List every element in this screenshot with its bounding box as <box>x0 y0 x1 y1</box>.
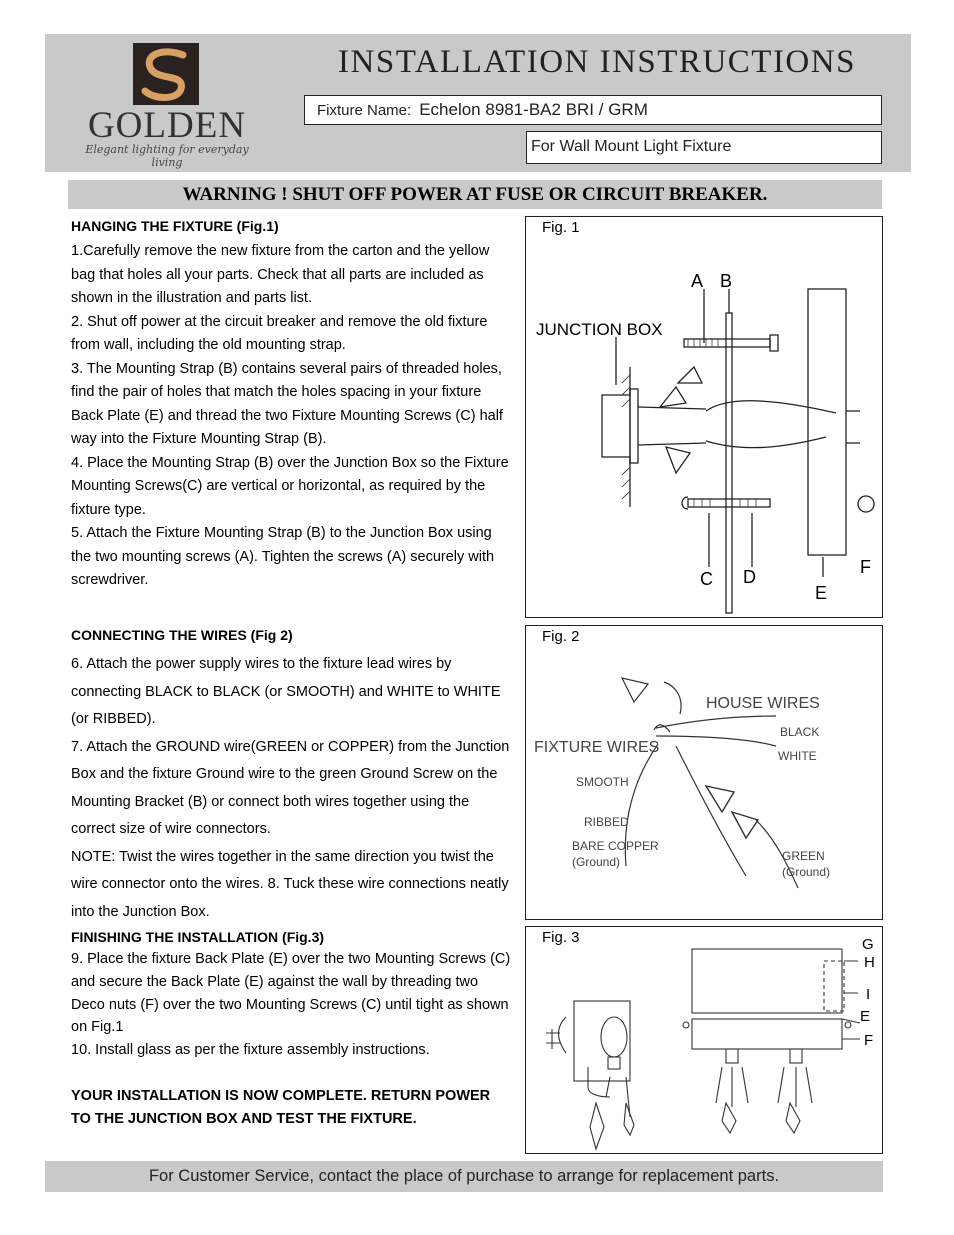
brand-name: GOLDEN <box>87 105 247 146</box>
page-title: INSTALLATION INSTRUCTIONS <box>338 44 856 80</box>
fig2-label-fixture-wires: FIXTURE WIRES <box>534 739 660 756</box>
figure-2-diagram <box>526 626 882 919</box>
completion-note: YOUR INSTALLATION IS NOW COMPLETE. RETURN POWER TO THE JUNCTION BOX AND TEST THE FIXTURE. <box>71 1087 491 1127</box>
fig1-label-a: A <box>691 271 704 291</box>
golden-logo-icon <box>133 43 199 105</box>
figure-3-label: Fig. 3 <box>542 929 580 946</box>
step-3: 3. The Mounting Strap (B) contains several pairs of threaded holes, find the pair of holes that match the holes spacing in your fixture Back Plate (E) and thread the two Fixture Mounting Screws (C) half way into the Fixture Mounting Strap (B). <box>71 360 503 447</box>
finishing-steps <box>71 948 511 1131</box>
section-heading-wires: CONNECTING THE WIRES (Fig 2) <box>71 627 293 643</box>
step-6: 6. Attach the power supply wires to the fixture lead wires by connecting BLACK to BLACK (or SMOOTH) and WHITE to WHITE (or RIBBED). <box>71 656 501 727</box>
figure-3-diagram <box>526 927 882 1153</box>
warning-banner: WARNING ! SHUT OFF POWER AT FUSE OR CIRCUIT BREAKER. <box>68 180 882 209</box>
fig1-label-f: F <box>860 557 871 577</box>
brand-tagline: Elegant lighting for everyday living <box>85 143 249 169</box>
fixture-name-value: Echelon 8981-BA2 BRI / GRM <box>419 100 648 119</box>
step-7: 7. Attach the GROUND wire(GREEN or COPPER) from the Junction Box and the fixture Ground wire to the green Ground Screw on the Mounting Bracket (B) or connect both wires together using the correct size of wire connectors. <box>71 738 510 837</box>
fixture-name-box <box>304 95 882 125</box>
footer-banner: For Customer Service, contact the place of purchase to arrange for replacement parts. <box>45 1161 883 1192</box>
hanging-steps <box>71 240 511 593</box>
figure-1-label: Fig. 1 <box>542 219 580 236</box>
note-step-8: NOTE: Twist the wires together in the same direction you twist the wire connector onto the wires. 8. Tuck these wire connections neatly into the Junction Box. <box>71 848 509 920</box>
step-1: 1.Carefully remove the new fixture from the carton and the yellow bag that holes all your parts. Check that all parts are included as shown in the illustration and parts list. <box>71 243 490 306</box>
mount-type-box: For Wall Mount Light Fixture <box>526 131 882 164</box>
fig1-label-b: B <box>720 271 733 291</box>
step-5: 5. Attach the Fixture Mounting Strap (B) to the Junction Box using the two mounting screws (A). Tighten the screws (A) securely with screwdriver. <box>71 525 495 588</box>
step-4: 4. Place the Mounting Strap (B) over the Junction Box so the Fixture Mounting Screws(C) are vertical or horizontal, as required by the fixture type. <box>71 454 509 518</box>
figure-1-diagram <box>526 217 882 617</box>
section-heading-finishing: FINISHING THE INSTALLATION (Fig.3) <box>71 929 325 945</box>
step-9: 9. Place the fixture Back Plate (E) over the two Mounting Screws (C) and secure the Back Plate (E) against the wall by threading two Deco nuts (F) over the two Mounting Screws (C) until tight as shown on Fig.1 <box>71 951 511 1036</box>
fig3-label-e: E <box>860 1008 871 1025</box>
fig3-label-h: H <box>864 954 875 971</box>
fig1-label-e: E <box>815 583 828 603</box>
step-10: 10. Install glass as per the fixture assembly instructions. <box>71 1042 430 1059</box>
fig2-label-black: BLACK <box>780 725 820 739</box>
fig2-label-house-wires: HOUSE WIRES <box>706 695 820 712</box>
fig1-label-junction-box: JUNCTION BOX <box>536 320 663 339</box>
fig2-label-green: GREEN <box>782 849 825 863</box>
fig2-label-ground-1: (Ground) <box>572 855 621 869</box>
wires-steps <box>71 651 511 926</box>
fig2-label-ribbed: RIBBED <box>584 815 629 829</box>
fig2-label-white: WHITE <box>778 749 817 763</box>
fig1-label-d: D <box>743 567 756 587</box>
fixture-name-label: Fixture Name: <box>317 102 412 119</box>
fig3-label-i: I <box>866 986 871 1003</box>
fig2-label-ground-2: (Ground) <box>782 865 831 879</box>
figure-3 <box>525 926 883 1154</box>
fig2-label-smooth: SMOOTH <box>576 775 629 789</box>
step-2: 2. Shut off power at the circuit breaker and remove the old fixture from wall, including the old mounting strap. <box>71 313 488 353</box>
figure-2 <box>525 625 883 920</box>
fig1-label-c: C <box>700 569 713 589</box>
fig3-label-f: F <box>864 1032 874 1049</box>
fig2-label-bare-copper: BARE COPPER <box>572 839 659 853</box>
figure-2-label: Fig. 2 <box>542 628 580 645</box>
fig3-label-g: G <box>862 936 874 953</box>
figure-1 <box>525 216 883 618</box>
section-heading-hanging: HANGING THE FIXTURE (Fig.1) <box>71 218 279 234</box>
